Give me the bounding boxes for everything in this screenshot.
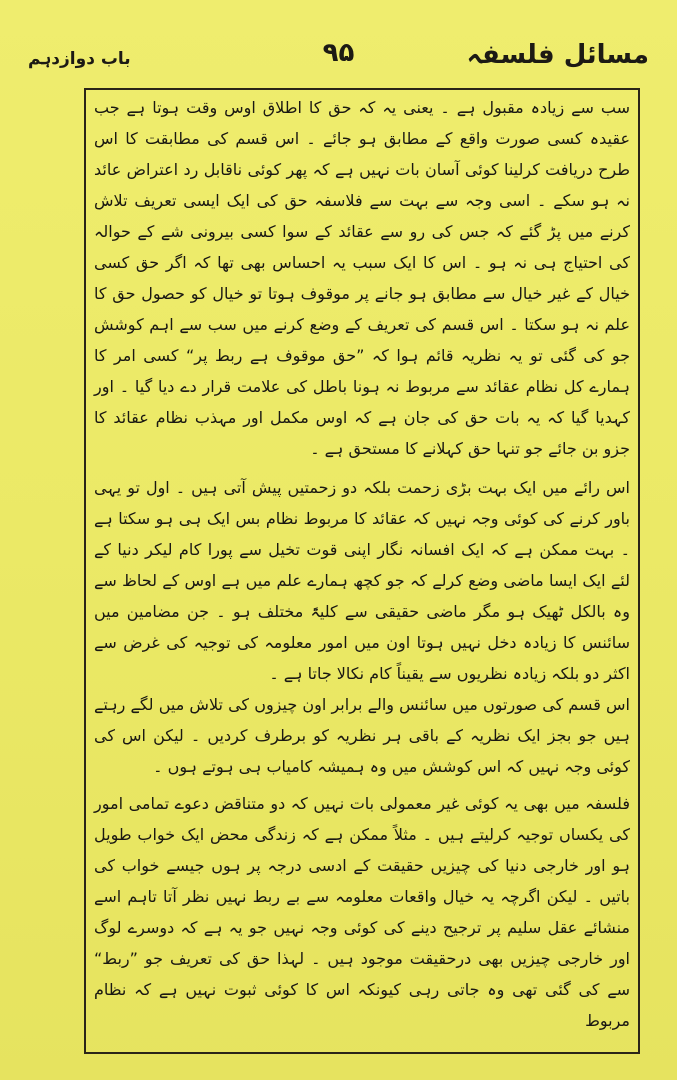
body-text: [94, 92, 630, 1036]
book-title: مسائل فلسفہ: [466, 40, 649, 70]
paragraph: سب سے زیادہ مقبول ہے ۔ یعنی یہ کہ حق کا اطلاق اوس وقت ہوتا ہے جب عقیدہ کسی صورت واقع کے مطابق ہو جائے ۔ اس قسم کی مطابقت کا اس طرح دریافت کرلینا کوئی آسان بات نہیں ہے کہ پھر کوئی ناقابل رد اعتراض عائد نہ ہو سکے ۔ اسی وجہ سے بہت سے فلاسفہ حق کی ایک ایسی تعریف تلاش کرنے میں پڑ گئے کہ جس کی رو سے عقائد کے سوا کسی بیرونی شے کے حوالہ کی احتیاج ہی نہ ہو ۔ اس کا ایک سبب یہ احساس بھی تھا کہ اگر حق کسی خیال کے غیر خیال سے مطابق ہو جانے پر موقوف ہوتا تو خیال کو حصول حق کا علم نہ ہو سکتا ۔ اس قسم کی تعریف کے وضع کرنے میں سب سے اہم کوشش جو کی گئی تو یہ نظریہ قائم ہوا کہ ”حق موقوف ہے ربط پر“ کسی امر کا ہمارے کل نظام عقائد سے مربوط نہ ہونا باطل کی علامت قرار دے دیا گیا ۔ اور کہدیا گیا کہ یہ بات حق کی جان ہے کہ اوس مکمل اور مہذب نظام عقائد کا جزو بن جائے جو تنہا حق کہلانے کا مستحق ہے ۔: [94, 98, 630, 458]
paragraph: اس رائے میں ایک بہت بڑی زحمت بلکہ دو زحمتیں پیش آتی ہیں ۔ اول تو یہی باور کرنے کی کوئی وجہ نہیں کہ عقائد کا مربوط نظام بس ایک ہی ہو سکتا ہے ۔ بہت ممکن ہے کہ ایک افسانہ نگار اپنی قوت تخیل سے پورا کام لیکر دنیا کے لئے ایک ایسا ماضی وضع کرلے کہ جو کچھ ہمارے علم میں ہے اوس کے لحاظ سے وہ بالکل ٹھیک ہو مگر ماضی حقیقی سے کلیۃً مختلف ہو ۔ جن مضامین میں سائنس کا زیادہ دخل نہیں ہوتا اون میں امور معلومہ کی توجیہ کی غرض سے اکثر دو بلکہ زیادہ نظریوں سے یقیناً کام نکالا جاتا ہے ۔: [94, 478, 630, 683]
paragraph: فلسفہ میں بھی یہ کوئی غیر معمولی بات نہیں کہ دو متناقض دعوے تمامی امور کی یکساں توجیہ کرلیتے ہیں ۔ مثلاً ممکن ہے کہ زندگی محض ایک خواب طویل ہو اور خارجی دنیا کی چیزیں حقیقت کے ادسی درجہ پر ہوں جیسے خواب کی باتیں ۔ لیکن اگرچہ یہ خیال واقعات معلومہ سے بے ربط نہیں نظر آتا تاہم اسے منشائے عقل سلیم پر ترجیح دینے کی کوئی وجہ نہیں جو یہ ہے کہ دوسرے لوگ اور خارجی چیزیں بھی درحقیقت موجود ہیں ۔ لہذا حق کی تعریف جو ”ربط“ سے کی گئی تھی وہ جاتی رہی کیونکہ اس کا کوئی ثبوت نہیں ہے کہ نظام مربوط: [94, 794, 630, 1030]
page-header: [20, 36, 657, 86]
page-number: ۹۵: [322, 38, 355, 68]
paragraph: اس قسم کی صورتوں میں سائنس والے برابر اون چیزوں کی تلاش میں لگے رہتے ہیں جو بجز ایک نظریہ کے باقی ہر نظریہ کو برطرف کردیں ۔ لیکن اس کی کوئی وجہ نہیں کہ اس کوشش میں وہ ہمیشہ کامیاب ہی ہوتے ہوں ۔: [94, 695, 630, 776]
chapter-label: باب دوازدہم: [28, 49, 131, 69]
